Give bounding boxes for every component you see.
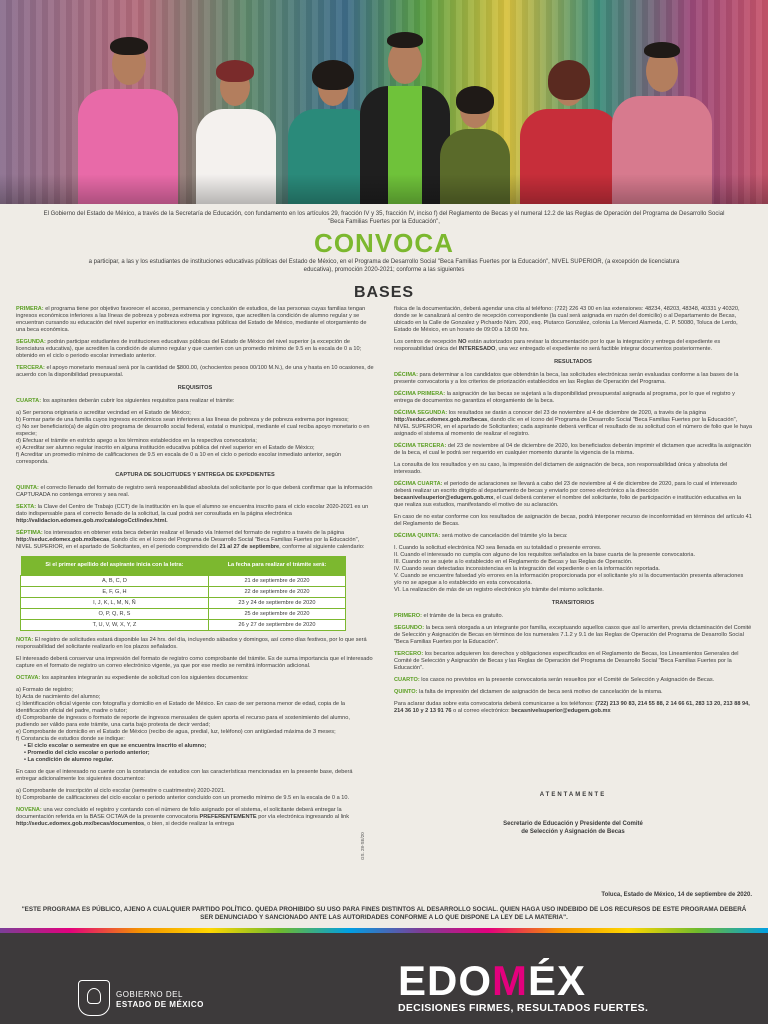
- documentos-link[interactable]: http://seduc.edomex.gob.mx/becas/documentos: [16, 821, 145, 827]
- left-column: [16, 306, 374, 833]
- list-item: b) Comprobante de calificaciones del ciclo escolar o periodo anterior concluido con un promedio mínimo de 9.5 en la escala de 0 a 10.: [16, 795, 350, 801]
- list-item: a) Comprobante de inscripción al ciclo escolar (semestre o cuatrimestre) 2020-2021.: [16, 788, 226, 794]
- list-item: b) Formar parte de una familia cuyos ingresos económicos sean inferiores a las líneas de pobreza y de pobreza extrema por ingresos;: [16, 417, 349, 423]
- list-item: VI. La realización de más de un registro electrónico y/o trámite del mismo solicitante.: [394, 587, 604, 593]
- alternativos-list: [16, 788, 374, 802]
- table-row: A, B, C, D 21 de septiembre de 2020: [21, 576, 346, 587]
- captura-heading: CAPTURA DE SOLICITUDES Y ENTREGA DE EXPEDIENTES: [115, 472, 275, 478]
- calendar-table: [20, 556, 346, 631]
- list-item: c) No ser beneficiario(a) de algún otro programa de desarrollo social federal, estatal o municipal, mediante el cual reciba apoyo monetario o en especie;: [16, 424, 370, 437]
- nota: NOTA: El registro de solicitudes estará disponible las 24 hrs. del día, incluyendo sábados y domingos, así como días festivos, por lo que será responsabilidad del solicitante realizarlo en los plazos señalados.: [16, 637, 367, 650]
- secretario-line: Secretario de Educación y Presidente del Comité: [503, 821, 643, 827]
- base-decima-primera: DÉCIMA PRIMERA: la asignación de las becas se sujetará a la disponibilidad presupuestal asignada al programa, por lo que el registro y entrega de documentos no garantiza el otorgamiento de la beca.: [394, 391, 735, 404]
- edomex-logo: EDOMÉX: [398, 957, 587, 1004]
- secretario-line: de Selección y Asignación de Becas: [521, 829, 625, 835]
- consulta-note: La consulta de los resultados y en su caso, la impresión del dictamen de asignación de beca, son responsabilidad única y absoluta del interesado.: [394, 462, 728, 475]
- list-item: c) Identificación oficial vigente con fotografía y domicilio en el Estado de México. En caso de ser persona menor de edad, copia de la identificación oficial del padre, madre o tutor;: [16, 701, 345, 714]
- transitorio-cuarto: CUARTO: los casos no previstos en la presente convocatoria serán resueltos por el Comité de Selección y Asignación de Becas.: [394, 677, 715, 683]
- list-item: • Promedio del ciclo escolar o periodo anterior;: [24, 750, 150, 756]
- list-item: d) Efectuar el trámite en estricto apego a los términos establecidos en la respectiva convocatoria;: [16, 438, 257, 444]
- issue-date: Toluca, Estado de México, 14 de septiembre de 2020.: [601, 892, 752, 898]
- base-decima-cuarta: DÉCIMA CUARTA: el periodo de aclaraciones se llevará a cabo del 23 de noviembre al 4 de diciembre de 2020, para lo cual el interesado deberá realizar un escrito dirigido al departamento de becas y enviarlo por correo electrónico a la dirección becasnivelsuperior@edugem.gob.mx, el cual deberá contener el nombre del solicitante, folio de participación e institución educativa en la que realiza sus estudios, manifestando el motivo de su aclaración.: [394, 481, 742, 508]
- list-item: • La condición de alumno regular.: [24, 757, 114, 763]
- photo-shadow: [0, 174, 768, 204]
- table-row: O, P, Q, R, S 25 de septiembre de 2020: [21, 609, 346, 620]
- base-cuarta: CUARTA: los aspirantes deberán cubrir los siguientes requisitos para realizar el trámite:: [16, 398, 235, 404]
- resultados-heading: RESULTADOS: [554, 359, 592, 365]
- list-item: d) Comprobante de ingresos o formato de reporte de ingresos mensuales de quien aporta el recurso para el sostenimiento del alumno, pudiendo ser válido para este trámite, una carta bajo protesta de decir verdad;: [16, 715, 350, 728]
- base-quinta: QUINTA: el correcto llenado del formato de registro será responsabilidad absoluta del solicitante por lo que deberá confirmar que la información CAPTURADA no contenga errores y sea real.: [16, 485, 373, 498]
- aclaraciones-email[interactable]: becasnivelsuperior@edugem.gob.mx: [394, 495, 494, 501]
- list-item: II. Cuando el interesado no cumpla con alguno de los requisitos señalados en la base cuarta de la presente convocatoria.: [394, 552, 696, 558]
- base-septima: SÉPTIMA: los interesados en obtener esta beca deberán realizar el llenado vía Internet del formato de registro a través de la página http://seduc.edomex.gob.mx/becas, dando clic en el ícono del Programa de Desarrollo Social "Beca Familias Fuertes por la Educación", NIVEL SUPERIOR, en el apartado de Solicitantes, en el periodo comprendido del 21 al 27 de septiembre, conforme al siguiente calendario:: [16, 530, 365, 550]
- base-decima-segunda: DÉCIMA SEGUNDA: los resultados se darán a conocer del 23 de noviembre al 4 de diciembre de 2020, a través de la página http://seduc.edomex.gob.mx/becas, dando clic en el ícono del Programa de Desarrollo Social "Beca Familias Fuertes por la Educación", NIVEL SUPERIOR, en el apartado de Solicitantes; cada aspirante deberá verificar el resultado de su solicitud con el número de folio que le haya asignado el sistema al momento de realizar el registro.: [394, 410, 752, 437]
- bases-title: BASES: [353, 284, 415, 301]
- transitorio-tercero: TERCERO: los becarios adquieren los derechos y obligaciones especificados en el Reglamento de Becas, los Lineamientos Generales del Comité de Selección y Asignación de Becas y las Reglas de Operación del Programa de Desarrollo Social "Beca Familias Fuertes por la Educación".: [394, 651, 739, 671]
- list-item: a) Formato de registro;: [16, 687, 73, 693]
- list-item: f) Constancia de estudios donde se indique:: [16, 736, 125, 742]
- contacto-email[interactable]: becasnivelsuperior@edugem.gob.mx: [511, 708, 611, 714]
- base-decima-quinta: DÉCIMA QUINTA: será motivo de cancelación del trámite y/o la beca:: [394, 533, 568, 539]
- base-octava: OCTAVA: los aspirantes integrarán su expediente de solicitud con los siguientes documentos:: [16, 675, 249, 681]
- table-header: Si el primer apellido del aspirante inicia con la letra:: [21, 556, 209, 576]
- convoca-title: CONVOCA: [314, 228, 454, 258]
- base-novena: NOVENA: una vez concluido el registro y contando con el número de folio asignado por el sistema, el solicitante deberá entregar la documentación referida en la BASE OCTAVA de la presente convocatoria PREFERENTEMENTE por vía electrónica ingresando al link http://seduc.edomex.gob.mx/becas/documentos, o bien, si decide realizar la entrega: [16, 807, 350, 827]
- right-column: [394, 306, 752, 720]
- base-tercera: TERCERA: el apoyo monetario mensual será por la cantidad de $800.00, (ochocientos pesos 00/100 M.N.), de una y hasta en 10 ocasiones, de acuerdo con la disponibilidad presupuestal.: [16, 365, 374, 378]
- slogan: DECISIONES FIRMES, RESULTADOS FUERTES.: [398, 1002, 649, 1014]
- nota-2: El interesado deberá conservar una impresión del formato de registro como comprobante del trámite. Es de suma importancia que el interesado capture en el formato de registro un correo electrónico vigente, ya que por ese medio se remitirá información adicional.: [16, 656, 373, 669]
- table-row: E, F, G, H 22 de septiembre de 2020: [21, 587, 346, 598]
- crest-icon: [78, 980, 110, 1016]
- transitorio-segundo: SEGUNDO: la beca será otorgada a un integrante por familia, exceptuando aquellos casos que así lo ameriten, previa dictaminación del Comité de Selección y Asignación de Becas en términos de los numerales 7.1.2 y 9.1 de las Reglas de Operación del Programa de Desarrollo Social "Beca Familias Fuertes por la Educación".: [394, 625, 752, 645]
- inconformidad-note: En caso de no estar conforme con los resultados de asignación de becas, podrá interponer recurso de inconformidad en términos del artículo 41 del Reglamento de Becas.: [394, 514, 752, 527]
- list-item: f) Acreditar un promedio mínimo de calificaciones de 9.5 en escala de 0 a 10 en el ciclo o periodo escolar inmediato anterior, según corresponda.: [16, 452, 341, 465]
- list-item: IV. Cuando sean detectadas inconsistencias en la integración del expediente o en la información reportada.: [394, 566, 660, 572]
- cancelacion-list: [394, 545, 752, 594]
- transitorio-primero: PRIMERO: el trámite de la beca es gratuito.: [394, 613, 504, 619]
- novena-continuation: física de la documentación, deberá agendar una cita al teléfono: (722) 226 43 00 en las extensiones: 48234, 48203, 48348, 40331 y 40320, donde se le canalizará al centro de recepción correspondiente (la cual será asignada en razón del domicilio) o al Departamento de Becas, ubicado en la Calle de Gonzalez y Pichardo Núm. 200, esq. Plutarco González, colonia La Merced Alameda, C. P. 50080, Toluca de Lerdo, Estado de México, en un horario de 09:00 a 18:00 hrs.: [394, 306, 740, 333]
- list-item: III. Cuando no se sujete a lo establecido en el Reglamento de Becas y las Reglas de Operación.: [394, 559, 633, 565]
- hero-photo: [0, 0, 768, 204]
- gobierno-logo: [78, 980, 238, 1020]
- list-item: V. Cuando se encuentre falsedad y/o errores en la información proporcionada por el solicitante y/o si la documentación presenta alteraciones y/o no se apegue a lo establecido en esta convocatoria.: [394, 573, 744, 586]
- base-sexta: SEXTA: la Clave del Centro de Trabajo (CCT) de la institución en la que el alumno se encuentra inscrito para el ciclo escolar 2020-2021 es un dato indispensable para el correcto llenado de la solicitud, la cual podrá ser consultada en la página electrónica http://validacion.edomex.gob.mx/catalogoCct/index.html.: [16, 504, 369, 524]
- list-item: b) Acta de nacimiento del alumno;: [16, 694, 101, 700]
- requisitos-list: [16, 410, 374, 466]
- table-header: La fecha para realizar el trámite será:: [208, 556, 345, 576]
- base-segunda: SEGUNDA: podrán participar estudiantes de instituciones educativas públicas del Estado de México del nivel superior (a excepción de licenciatura educativa), que acrediten la condición de alumno regular y que cuenten con un promedio mínimo de 9.5 en la escala de 0 a 10; obtenido en el ciclo o periodo escolar inmediato anterior.: [16, 339, 362, 359]
- list-item: I. Cuando la solicitud electrónica NO sea llenada en su totalidad o presente errores.: [394, 545, 602, 551]
- centros-note: Los centros de recepción NO están autorizados para revisar la documentación por lo que la integración y entrega del expediente es responsabilidad única del INTERESADO, una vez entregado el expediente no será factible integrar documentos posteriormente.: [394, 339, 721, 352]
- base-decima: DÉCIMA: para determinar a los candidatos que obtendrán la beca, las solicitudes electrónicas serán evaluadas conforme a las bases de la presente convocatoria y a los criterios de priorización establecidos en las Reglas de Operación del Programa.: [394, 372, 739, 385]
- list-item: e) Acreditar ser alumno regular inscrito en alguna institución educativa pública del nivel superior en el Estado de México;: [16, 445, 315, 451]
- base-decima-tercera: DÉCIMA TERCERA: del 23 de noviembre al 04 de diciembre de 2020, los beneficiados deberán imprimir el dictamen que acredita la asignación de la beca, el cual le podrá ser requerido en cualquier momento durante la vigencia de la misma.: [394, 443, 752, 456]
- base-primera: PRIMERA: el programa tiene por objetivo favorecer el acceso, permanencia y conclusión de estudios, de las personas cuyas familias tengan ingresos económicos inferiores a las líneas de pobreza y pobreza extrema por ingresos, que acrediten la condición de alumno regular y se encuentran cursando su educación del nivel superior en instituciones educativas públicas del Estado de México, mediante el otorgamiento de una beca económica.: [16, 306, 367, 333]
- convoca-subtitle: a participar, a las y los estudiantes de instituciones educativas públicas del Estado de México, en el Programa de Desarrollo Social "Beca Familias Fuertes por la Educación", NIVEL SUPERIOR, (a excepción de licenciatura educativa), promoción 2020-2021; conforme a las siguientes: [88, 259, 680, 273]
- gobierno-line-1: GOBIERNO DEL: [116, 990, 183, 999]
- gobierno-line-2: ESTADO DE MÉXICO: [116, 1000, 204, 1009]
- becas-link[interactable]: http://seduc.edomex.gob.mx/becas: [16, 537, 110, 543]
- table-row: T, U, V, W, X, Y, Z 26 y 27 de septiembre de 2020: [21, 620, 346, 631]
- resultados-link[interactable]: http://seduc.edomex.gob.mx/becas: [394, 417, 488, 423]
- legal-notice: "ESTE PROGRAMA ES PÚBLICO, AJENO A CUALQUIER PARTIDO POLÍTICO. QUEDA PROHIBIDO SU USO PARA FINES DISTINTOS AL DESARROLLO SOCIAL. QUIEN HAGA USO INDEBIDO DE LOS RECURSOS DE ESTE PROGRAMA DEBERÁ SER DENUNCIADO Y SANCIONADO ANTE LAS AUTORIDADES CONFORME A LO QUE DISPONE LA LEY DE LA MATERIA".: [21, 906, 747, 921]
- constancia-note: En caso de que el interesado no cuente con la constancia de estudios con las características mencionadas en la presente base, deberá entregar adicionalmente los siguientes documentos:: [16, 769, 353, 782]
- transitorios-heading: TRANSITORIOS: [551, 600, 595, 606]
- list-item: • El ciclo escolar o semestre en que se encuentra inscrito el alumno;: [24, 743, 207, 749]
- document-code: GS. 28-SE/20: [360, 832, 365, 860]
- signature-block: [394, 820, 752, 836]
- list-item: e) Comprobante de domicilio en el Estado de México (recibo de agua, predial, luz, teléfono) con antigüedad máxima de 3 meses;: [16, 729, 336, 735]
- requisitos-heading: REQUISITOS: [177, 385, 213, 391]
- intro-text: El Gobierno del Estado de México, a través de la Secretaría de Educación, con fundamento en los artículos 29, fracción IV y 35, fracción IV, inciso f) del Reglamento de Becas y el numeral 12.2 de las Reglas de Operación del Programa de Desarrollo Social "Beca Familias Fuertes por la Educación",: [43, 211, 725, 225]
- cct-link[interactable]: http://validacion.edomex.gob.mx/catalogoCct/index.html.: [16, 518, 168, 524]
- transitorio-quinto: QUINTO: la falta de impresión del dictamen de asignación de beca será motivo de cancelación de la misma.: [394, 689, 663, 695]
- atentamente: ATENTAMENTE: [539, 792, 607, 798]
- list-item: a) Ser persona originaria o acreditar vecindad en el Estado de México;: [16, 410, 191, 416]
- table-row: I, J, K, L, M, N, Ñ 23 y 24 de septiembre de 2020: [21, 598, 346, 609]
- documentos-list: [16, 687, 374, 764]
- contacto-note: Para aclarar dudas sobre esta convocatoria deberá comunicarse a los teléfonos: (722) 213 90 83, 214 55 88, 2 14 66 61, 283 13 20, 213 88 94, 214 36 10 y 2 13 91 76 o al correo electrónico: becasnivelsuperior@edugem.gob.mx: [394, 701, 750, 714]
